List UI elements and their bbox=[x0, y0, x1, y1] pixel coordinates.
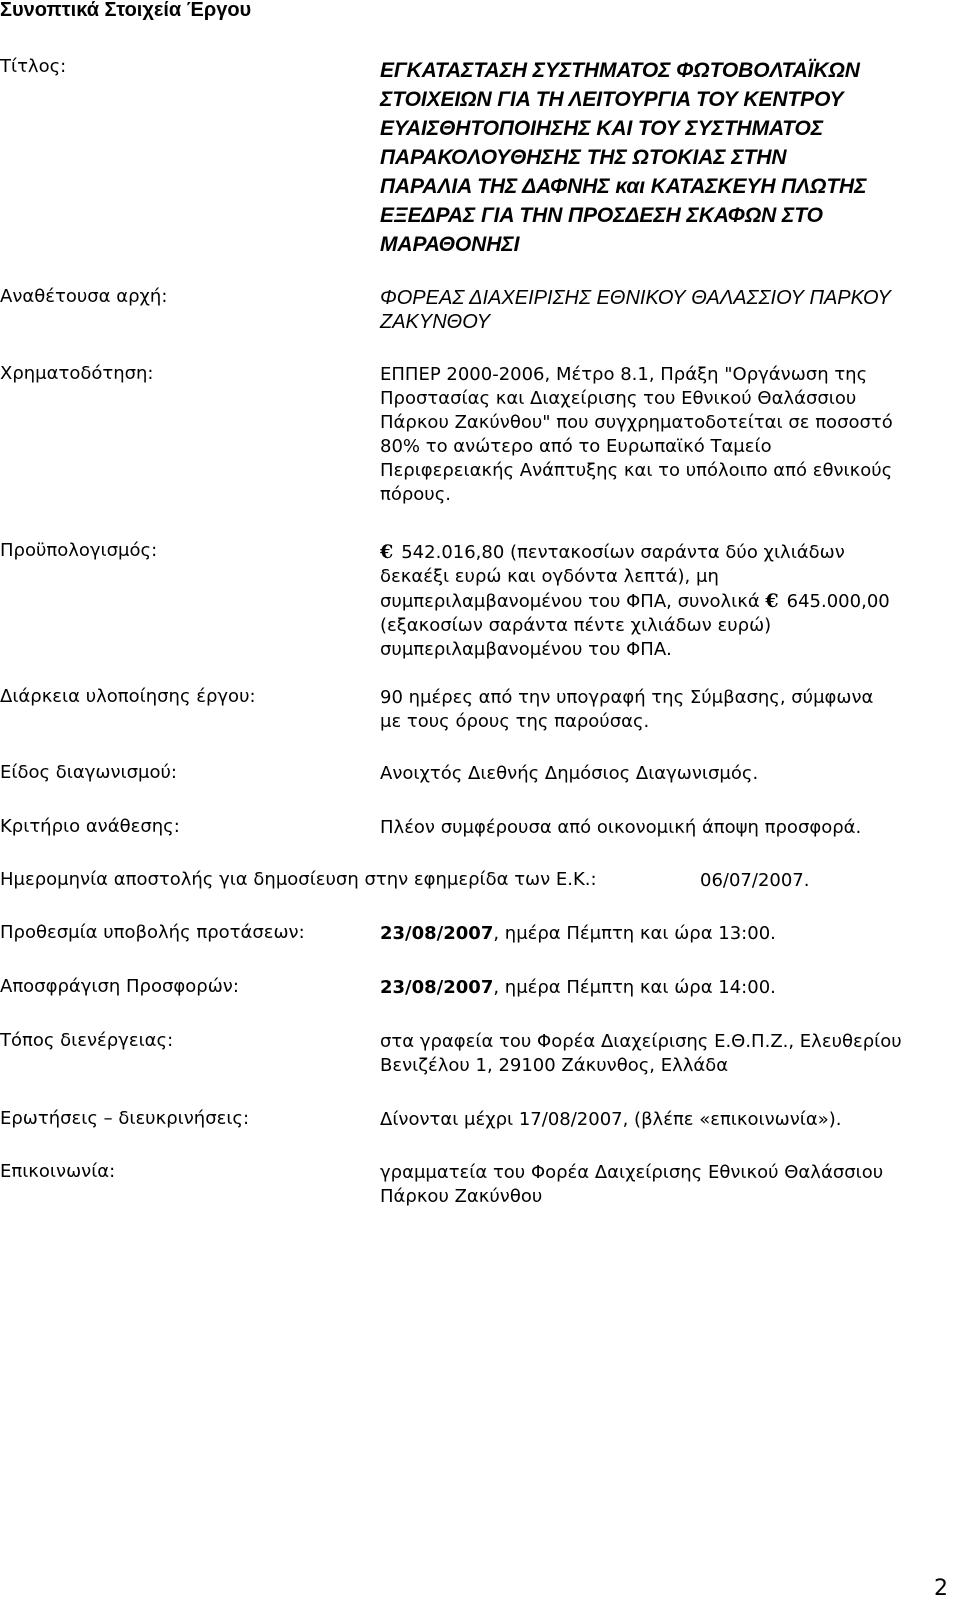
questions-label: Ερωτήσεις – διευκρινήσεις: bbox=[0, 1108, 250, 1129]
budget-line bbox=[380, 540, 940, 565]
title-label: Τίτλος: bbox=[0, 56, 67, 77]
questions-value: Δίνονται μέχρι 17/08/2007, (βλέπε «επικοινωνία»). bbox=[380, 1109, 842, 1130]
title-line: ΠΑΡΑΛΙΑ ΤΗΣ ΔΑΦΝΗΣ και ΚΑΤΑΣΚΕΥΗ ΠΛΩΤΗΣ bbox=[380, 175, 867, 198]
funding-value bbox=[380, 363, 940, 507]
page-number: 2 bbox=[934, 1576, 948, 1601]
budget-line: (εξακοσίων σαράντα πέντε χιλιάδων ευρώ) bbox=[380, 615, 772, 636]
venue-label: Τόπος διενέργειας: bbox=[0, 1030, 174, 1051]
duration-line: με τους όρους της παρούσας. bbox=[380, 711, 650, 732]
budget-line bbox=[380, 589, 940, 614]
tender-type-value: Ανοιχτός Διεθνής Δημόσιος Διαγωνισμός. bbox=[380, 763, 759, 784]
contact-line: Πάρκου Ζακύνθου bbox=[380, 1186, 543, 1207]
contracting-authority-line: ΖΑΚΥΝΘΟΥ bbox=[380, 311, 491, 333]
duration-line: 90 ημέρες από την υπογραφή της Σύμβασης, σύμφωνα bbox=[380, 687, 874, 708]
budget-line: δεκαέξι ευρώ και ογδόντα λεπτά), μη bbox=[380, 566, 719, 587]
venue-line: Βενιζέλου 1, 29100 Ζάκυνθος, Ελλάδα bbox=[380, 1055, 729, 1076]
contracting-authority-label: Αναθέτουσα αρχή: bbox=[0, 286, 168, 307]
page-heading: Συνοπτικά Στοιχεία Έργου bbox=[0, 0, 252, 21]
title-line: ΕΓΚΑΤΑΣΤΑΣΗ ΣΥΣΤΗΜΑΤΟΣ ΦΩΤΟΒΟΛΤΑΪΚΩΝ bbox=[380, 59, 860, 82]
opening-date: 23/08/2007 bbox=[380, 977, 494, 998]
budget-net-amount: 542.016,80 bbox=[401, 542, 505, 563]
submission-deadline-value bbox=[380, 922, 960, 946]
opening-label: Αποσφράγιση Προσφορών: bbox=[0, 976, 239, 997]
publication-value: 06/07/2007. bbox=[700, 870, 810, 891]
budget-total-amount: 645.000,00 bbox=[786, 591, 890, 612]
contact-line: γραμματεία του Φορέα Δαιχείρισης Εθνικού Θαλάσσιου bbox=[380, 1162, 884, 1183]
title-line: ΜΑΡΑΘΟΝΗΣΙ bbox=[380, 233, 520, 256]
contracting-authority-value bbox=[380, 286, 940, 334]
funding-line: Πάρκου Ζακύνθου" που συγχρηματοδοτείται σε ποσοστό bbox=[380, 412, 893, 433]
contact-value bbox=[380, 1161, 960, 1209]
funding-line: 80% το ανώτερο από το Ευρωπαϊκό Ταμείο bbox=[380, 436, 772, 457]
funding-line: Περιφερειακής Ανάπτυξης και το υπόλοιπο από εθνικούς bbox=[380, 460, 893, 481]
budget-value bbox=[380, 540, 940, 662]
budget-line: συμπεριλαμβανομένου του ΦΠΑ. bbox=[380, 639, 672, 660]
budget-label: Προϋπολογισμός: bbox=[0, 540, 158, 561]
budget-net-words: (πεντακοσίων σαράντα δύο χιλιάδων bbox=[510, 542, 845, 563]
title-line: ΠΑΡΑΚΟΛΟΥΘΗΣΗΣ ΤΗΣ ΩΤΟΚΙΑΣ ΣΤΗΝ bbox=[380, 146, 787, 169]
title-line: ΣΤΟΙΧΕΙΩΝ ΓΙΑ ΤΗ ΛΕΙΤΟΥΡΓΙΑ ΤΟΥ ΚΕΝΤΡΟΥ bbox=[380, 88, 844, 111]
title-line: ΕΞΕΔΡΑΣ ΓΙΑ ΤΗΝ ΠΡΟΣΔΕΣΗ ΣΚΑΦΩΝ ΣΤΟ bbox=[380, 204, 823, 227]
funding-label: Χρηματοδότηση: bbox=[0, 363, 154, 384]
euro-icon: € bbox=[380, 541, 394, 563]
opening-time: , ημέρα Πέμπτη και ώρα 14:00. bbox=[493, 977, 776, 998]
contact-label: Επικοινωνία: bbox=[0, 1161, 116, 1182]
funding-line: πόρους. bbox=[380, 484, 451, 505]
opening-value bbox=[380, 976, 960, 1000]
contracting-authority-line: ΦΟΡΕΑΣ ΔΙΑΧΕΙΡΙΣΗΣ ΕΘΝΙΚΟΥ ΘΑΛΑΣΣΙΟΥ ΠΑΡΚΟΥ bbox=[380, 287, 891, 309]
submission-deadline-date: 23/08/2007 bbox=[380, 923, 494, 944]
euro-icon: € bbox=[765, 590, 779, 612]
funding-line: Προστασίας και Διαχείρισης του Εθνικού Θαλάσσιου bbox=[380, 388, 857, 409]
award-criterion-label: Κριτήριο ανάθεσης: bbox=[0, 816, 180, 837]
submission-deadline-time: , ημέρα Πέμπτη και ώρα 13:00. bbox=[493, 923, 776, 944]
funding-line: ΕΠΠΕΡ 2000-2006, Μέτρο 8.1, Πράξη "Οργάνωση της bbox=[380, 364, 868, 385]
publication-label: Ημερομηνία αποστολής για δημοσίευση στην εφημερίδα των Ε.Κ.: bbox=[0, 869, 597, 890]
venue-value bbox=[380, 1030, 960, 1078]
submission-deadline-label: Προθεσμία υποβολής προτάσεων: bbox=[0, 922, 305, 943]
budget-total-text: συμπεριλαμβανομένου του ΦΠΑ, συνολικά bbox=[380, 591, 760, 612]
title-line: ΕΥΑΙΣΘΗΤΟΠΟΙΗΣΗΣ ΚΑΙ ΤΟΥ ΣΥΣΤΗΜΑΤΟΣ bbox=[380, 117, 824, 140]
tender-type-label: Είδος διαγωνισμού: bbox=[0, 762, 177, 783]
title-value bbox=[380, 56, 940, 259]
duration-label: Διάρκεια υλοποίησης έργου: bbox=[0, 686, 256, 707]
award-criterion-value: Πλέον συμφέρουσα από οικονομική άποψη προσφορά. bbox=[380, 817, 862, 838]
venue-line: στα γραφεία του Φορέα Διαχείρισης Ε.Θ.Π.Ζ., Ελευθερίου bbox=[380, 1031, 902, 1052]
duration-value bbox=[380, 686, 940, 734]
